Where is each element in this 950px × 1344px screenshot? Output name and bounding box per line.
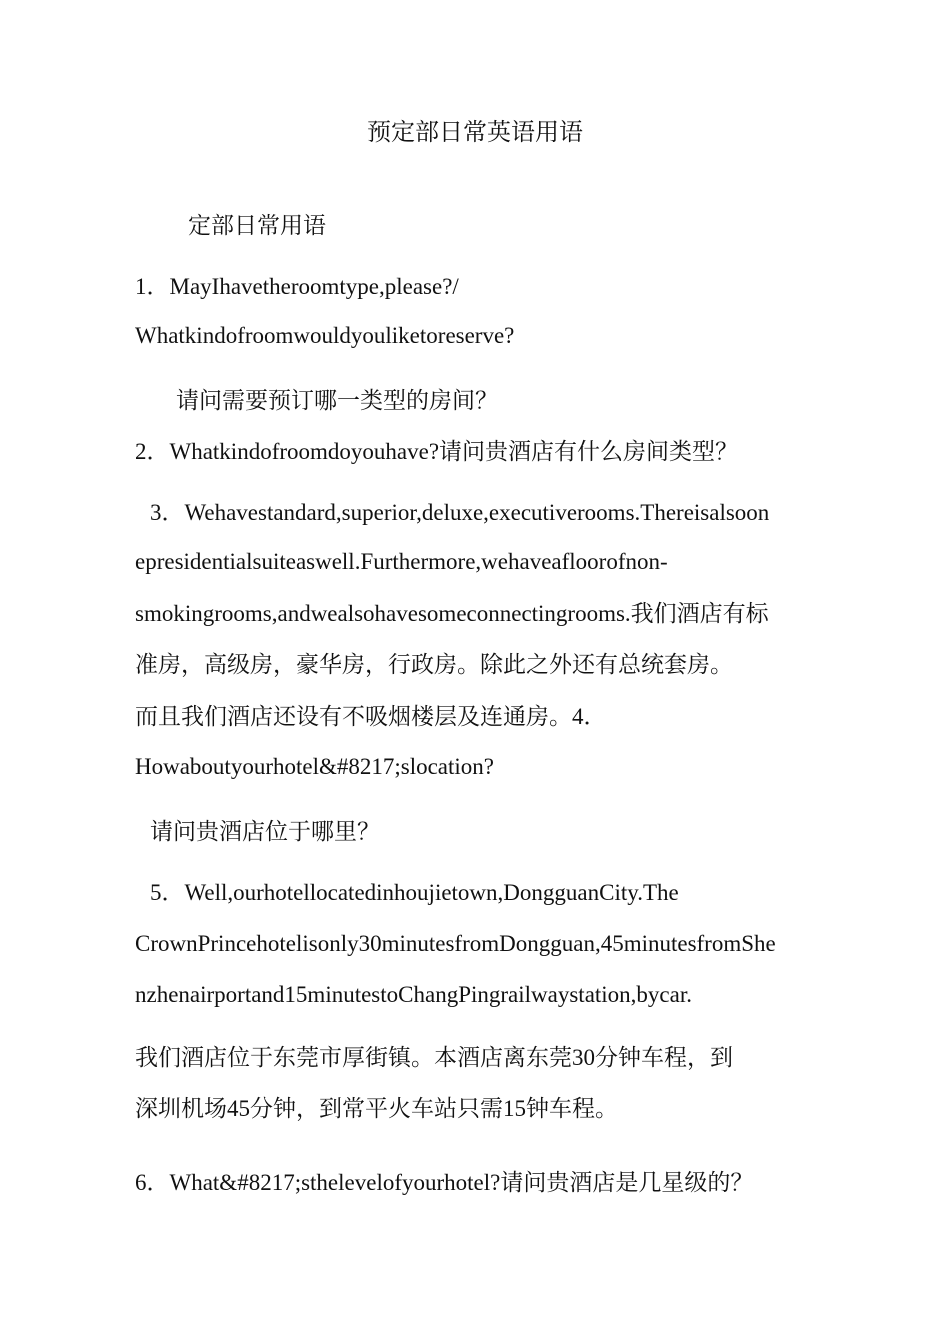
text-line: 请问贵酒店位于哪里？ [150, 819, 380, 844]
text-line: 我们酒店位于东莞市厚街镇。本酒店离东莞30分钟车程，到 [135, 1045, 733, 1070]
text-line: 5．Well,ourhotellocatedinhoujietown,DongguanCity.The [150, 880, 679, 905]
text-line: 3．Wehavestandard,superior,deluxe,executiverooms.Thereisalsoon [150, 500, 770, 525]
text-line: Whatkindofroomwouldyouliketoreserve? [135, 323, 515, 348]
text-line: 请问需要预订哪一类型的房间？ [176, 388, 498, 413]
text-line: 2．Whatkindofroomdoyouhave?请问贵酒店有什么房间类型？ [135, 439, 739, 464]
text-line: 而且我们酒店还设有不吸烟楼层及连通房。4． [135, 704, 607, 729]
text-line: epresidentialsuiteaswell.Furthermore,wehaveafloorofnon- [135, 549, 668, 574]
text-line: nzhenairportand15minutestoChangPingrailwaystation,bycar. [135, 982, 692, 1007]
text-line: 深圳机场45分钟，到常平火车站只需15钟车程。 [135, 1096, 618, 1121]
text-line: CrownPrincehotelisonly30minutesfromDongguan,45minutesfromShe [135, 931, 776, 956]
text-line: Howaboutyourhotel&#8217;slocation? [135, 754, 494, 779]
text-line: 准房，高级房，豪华房，行政房。除此之外还有总统套房。 [135, 652, 733, 677]
text-line: 1．MayIhavetheroomtype,please?/ [135, 274, 459, 299]
text-line: 6．What&#8217;sthelevelofyourhotel?请问贵酒店是几星级的？ [135, 1170, 754, 1195]
text-line: smokingrooms,andwealsohavesomeconnectingrooms.我们酒店有标 [135, 601, 769, 626]
document-title: 预定部日常英语用语 [367, 120, 583, 146]
section-heading: 定部日常用语 [188, 213, 326, 238]
